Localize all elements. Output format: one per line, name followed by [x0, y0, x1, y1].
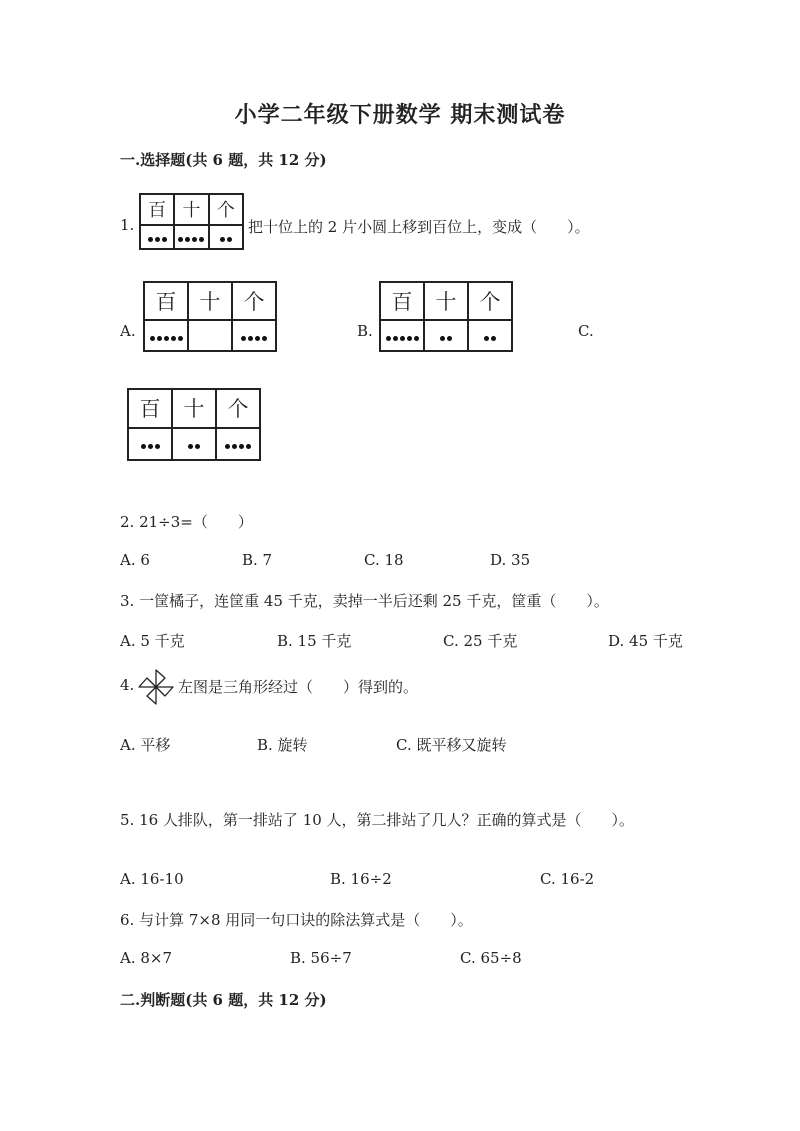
question-2-option-c[interactable]: C. 18	[364, 551, 404, 569]
counter-dot	[484, 336, 489, 341]
counter-dot	[227, 237, 232, 242]
question-2-text: 2. 21÷3=（ ）	[120, 513, 253, 531]
counter-dot	[255, 336, 260, 341]
counter-dot	[185, 237, 190, 242]
question-5-option-a[interactable]: A. 16-10	[120, 870, 184, 888]
question-6-text: 6. 与计算 7×8 用同一句口诀的除法算式是（ ）。	[120, 911, 473, 929]
question-4-option-c[interactable]: C. 既平移又旋转	[396, 736, 507, 754]
option-a-label[interactable]: A.	[120, 322, 136, 340]
counter-dot	[164, 336, 169, 341]
counter-dot	[414, 336, 419, 341]
counter-dot	[157, 336, 162, 341]
section-heading-judgement: 二.判断题(共 6 题，共 12 分)	[120, 991, 327, 1009]
place-header-cell: 百	[380, 282, 424, 320]
counter-dot	[162, 237, 167, 242]
dot-count-cell	[424, 320, 468, 352]
counter-dot	[400, 336, 405, 341]
place-header-cell: 百	[144, 282, 188, 320]
question-6-option-c[interactable]: C. 65÷8	[460, 949, 522, 967]
counter-dot	[440, 336, 445, 341]
counter-dot	[262, 336, 267, 341]
counter-dot	[178, 237, 183, 242]
question-5-option-c[interactable]: C. 16-2	[540, 870, 595, 888]
question-2-option-a[interactable]: A. 6	[120, 551, 150, 569]
place-header-cell: 十	[172, 389, 216, 428]
counter-dot	[188, 444, 193, 449]
counter-dot	[386, 336, 391, 341]
place-header-cell: 百	[140, 194, 174, 225]
counter-dot	[141, 444, 146, 449]
pinwheel-figure-icon	[136, 667, 176, 707]
option-c-place-value-table[interactable]	[127, 388, 261, 461]
counter-dot	[199, 237, 204, 242]
dot-count-cell	[380, 320, 424, 352]
counter-dot	[225, 444, 230, 449]
question-5-text: 5. 16 人排队，第一排站了 10 人，第二排站了几人？正确的算式是（ ）。	[120, 811, 635, 829]
option-a-place-value-table[interactable]	[143, 281, 277, 352]
counter-dot	[192, 237, 197, 242]
section-heading-choice: 一.选择题(共 6 题，共 12 分)	[120, 151, 327, 169]
dot-count-cell	[209, 225, 243, 250]
option-b-place-value-table[interactable]	[379, 281, 513, 352]
counter-dot	[491, 336, 496, 341]
counter-dot	[155, 237, 160, 242]
dot-count-cell	[174, 225, 208, 250]
counter-dot	[150, 336, 155, 341]
question-5-option-b[interactable]: B. 16÷2	[330, 870, 392, 888]
dot-count-cell	[232, 320, 276, 352]
option-b-label[interactable]: B.	[357, 322, 373, 340]
question-3-option-b[interactable]: B. 15 千克	[277, 632, 352, 650]
dot-count-cell	[172, 428, 216, 461]
dot-count-cell	[140, 225, 174, 250]
question-2-option-d[interactable]: D. 35	[490, 551, 531, 569]
place-header-cell: 个	[216, 389, 260, 428]
counter-dot	[447, 336, 452, 341]
counter-dot	[239, 444, 244, 449]
question-4-number: 4.	[120, 676, 135, 694]
place-header-cell: 十	[174, 194, 208, 225]
dot-count-cell	[216, 428, 260, 461]
question-1-place-value-table	[139, 193, 244, 250]
question-4-text: 左图是三角形经过（ ）得到的。	[178, 678, 419, 696]
counter-dot	[148, 444, 153, 449]
place-header-cell: 个	[209, 194, 243, 225]
place-header-cell: 十	[424, 282, 468, 320]
question-4-option-b[interactable]: B. 旋转	[257, 736, 308, 754]
question-3-option-d[interactable]: D. 45 千克	[608, 632, 683, 650]
place-header-cell: 十	[188, 282, 232, 320]
counter-dot	[155, 444, 160, 449]
page-title: 小学二年级下册数学 期末测试卷	[234, 102, 566, 128]
dot-count-cell	[128, 428, 172, 461]
place-header-cell: 个	[468, 282, 512, 320]
counter-dot	[248, 336, 253, 341]
question-3-option-a[interactable]: A. 5 千克	[120, 632, 185, 650]
question-1-text: 把十位上的 2 片小圆上移到百位上，变成（ ）。	[248, 218, 590, 236]
question-6-option-b[interactable]: B. 56÷7	[290, 949, 352, 967]
question-6-option-a[interactable]: A. 8×7	[120, 949, 173, 967]
dot-count-cell	[468, 320, 512, 352]
place-header-cell: 个	[232, 282, 276, 320]
question-3-option-c[interactable]: C. 25 千克	[443, 632, 518, 650]
counter-dot	[232, 444, 237, 449]
counter-dot	[195, 444, 200, 449]
counter-dot	[407, 336, 412, 341]
question-4-option-a[interactable]: A. 平移	[120, 736, 171, 754]
counter-dot	[178, 336, 183, 341]
question-3-text: 3. 一筐橘子，连筐重 45 千克，卖掉一半后还剩 25 千克，筐重（ ）。	[120, 592, 609, 610]
counter-dot	[220, 237, 225, 242]
question-2-option-b[interactable]: B. 7	[242, 551, 273, 569]
place-header-cell: 百	[128, 389, 172, 428]
counter-dot	[171, 336, 176, 341]
option-c-label[interactable]: C.	[578, 322, 594, 340]
dot-count-cell	[144, 320, 188, 352]
counter-dot	[241, 336, 246, 341]
question-1-number: 1.	[120, 216, 135, 234]
counter-dot	[393, 336, 398, 341]
counter-dot	[246, 444, 251, 449]
dot-count-cell	[188, 320, 232, 352]
counter-dot	[148, 237, 153, 242]
